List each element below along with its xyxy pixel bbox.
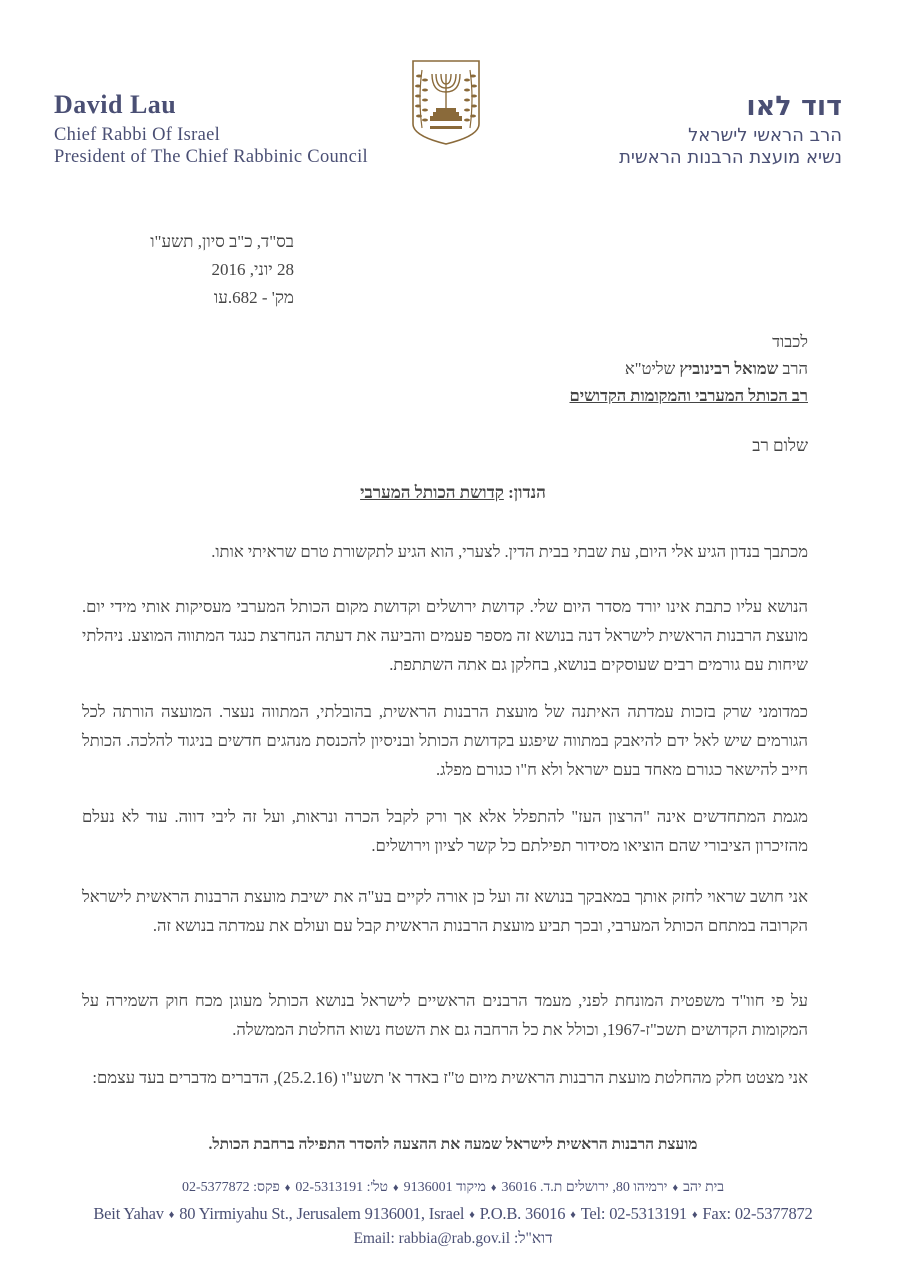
resolution-quote: מועצת הרבנות הראשית לישראל שמעה את ההצעה להסדר התפילה ברחבת הכותל. [208, 1136, 698, 1153]
footer-en-segment: Tel: 02-5313191 [580, 1204, 687, 1223]
footer-hebrew-address [0, 1180, 906, 1196]
footer-email-label-hebrew: דוא"ל: [513, 1230, 553, 1247]
sender-position-english: President of The Chief Rabbinic Council [54, 147, 368, 167]
letterhead-hebrew [619, 92, 842, 169]
diamond-separator-icon: ♦ [393, 1181, 399, 1194]
hebrew-date: בס"ד, כ"ב סיון, תשע"ו [150, 232, 294, 251]
footer-he-segment: מיקוד 9136001 [403, 1180, 486, 1195]
diamond-separator-icon: ♦ [570, 1209, 576, 1222]
footer-he-segment: ירמיהו 80, ירושלים ת.ד. 36016 [501, 1180, 668, 1195]
addressee-block [569, 328, 808, 409]
sender-title-hebrew: הרב הראשי לישראל [688, 125, 842, 146]
footer-email[interactable]: Email: rabbia@rab.gov.il [353, 1230, 511, 1247]
reference-number: מק' - 682.עו [213, 288, 294, 307]
addressee-name: שמואל רבינוביץ [679, 359, 779, 378]
body-paragraph-7: אני מצטט חלק מהחלטת מועצת הרבנות הראשית מיום ט"ז באדר א' תשע"ו (25.2.16), הדברים מדברים בעד עצמם: [92, 1068, 808, 1087]
footer-he-segment: פקס: 02-5377872 [181, 1180, 280, 1195]
addressee-salutation: לכבוד [772, 332, 808, 351]
footer-en-segment: P.O.B. 36016 [479, 1204, 566, 1223]
footer-he-segment: בית יהב [683, 1180, 725, 1195]
state-emblem-icon [410, 58, 482, 146]
addressee-role: רב הכותל המערבי והמקומות הקדושים [569, 386, 808, 405]
body-paragraph-2: הנושא עליו כתבת אינו יורד מסדר היום שלי. קדושת ירושלים וקדושת מקום הכותל המערבי מעסיקות אותי מידי יום. מועצת הרבנות הראשית לישראל דנה בנושא זה מספר פעמים והביעה את דעתה הנחרצת כנגד המתווה המוצע. ניהלתי שיחות עם גורמים רבים שעוסקים בנושא, בחלקן גם אתה השתתפת. [82, 597, 808, 674]
diamond-separator-icon: ♦ [168, 1209, 175, 1222]
body-paragraph-3: כמדומני שרק בזכות עמדתה האיתנה של מועצת הרבנות הראשית, בהובלתי, המתווה נעצר. המועצה הורתה לכל הגורמים שיש לאל ידם להיאבק במתווה שיפגע בקדושת הכותל ובניסיון להכנסת מנהגים חדשים בניגוד להלכה. הכותל חייב להישאר כגורם מאחד בעם ישראל ולא ח"ו כגורם מפלג. [82, 702, 808, 779]
footer-en-segment: Fax: 02-5377872 [702, 1204, 813, 1223]
gregorian-date: 28 יוני, 2016 [211, 260, 294, 279]
subject-label: הנדון: [508, 483, 546, 502]
sender-name-hebrew: דוד לאו [746, 91, 842, 122]
body-paragraph-5: אני חושב שראוי לחזק אותך במאבקך בנושא זה ועל כן אורה לקיים בע"ה את ישיבת מועצת הרבנות הראשית לישראל הקרובה במתחם הכותל המערבי, ובכך תביע מועצת הרבנות הראשית קבל עם ועולם את עמדתה בנושא זה. [82, 887, 808, 935]
sender-title-english: Chief Rabbi Of Israel [54, 125, 221, 145]
diamond-separator-icon: ♦ [691, 1209, 698, 1222]
date-block [94, 228, 294, 312]
footer-en-segment: 80 Yirmiyahu St., Jerusalem 9136001, Israel [179, 1204, 465, 1223]
diamond-separator-icon: ♦ [284, 1181, 291, 1194]
letterhead-english [54, 92, 368, 168]
greeting: שלום רב [752, 436, 808, 455]
diamond-separator-icon: ♦ [469, 1209, 475, 1222]
footer-en-segment: Beit Yahav [93, 1204, 164, 1223]
body-paragraph-6: על פי חוו"ד משפטית המונחת לפני, מעמד הרבנים הראשיים לישראל בנושא הכותל מעוגן מכח חוק השמירה על המקומות הקדושים תשכ"ז-1967, וכולל את כל הרחבה גם את השטח נשוא החלטת הממשלה. [82, 991, 808, 1039]
diamond-separator-icon: ♦ [672, 1181, 679, 1194]
addressee-prefix: הרב [782, 359, 808, 378]
subject-line [0, 483, 906, 503]
diamond-separator-icon: ♦ [490, 1181, 497, 1194]
sender-position-hebrew: נשיא מועצת הרבנות הראשית [619, 147, 842, 168]
addressee-name-line [569, 355, 808, 382]
body-paragraph-4: מגמת המתחדשים אינה "הרצון העז" להתפלל אלא אך ורק לקבל הכרה ונראות, ועל זה ליבי דווה. עוד לא נעלם מהזיכרון הציבורי שהם הוציאו מסידור תפילתם כל קשר לציון וירושלים. [82, 807, 808, 855]
subject-value: קדושת הכותל המערבי [360, 483, 504, 502]
sender-name-english: David Lau [54, 90, 177, 119]
footer-email-line [0, 1230, 906, 1248]
footer-english-address [0, 1204, 906, 1224]
body-paragraph-1: מכתבך בנדון הגיע אלי היום, עת שבתי בבית הדין. לצערי, הוא הגיע לתקשורת טרם שראיתי אותו. [211, 542, 808, 561]
addressee-suffix: שליט"א [624, 359, 676, 378]
footer-he-segment: טל': 02-5313191 [295, 1180, 389, 1195]
